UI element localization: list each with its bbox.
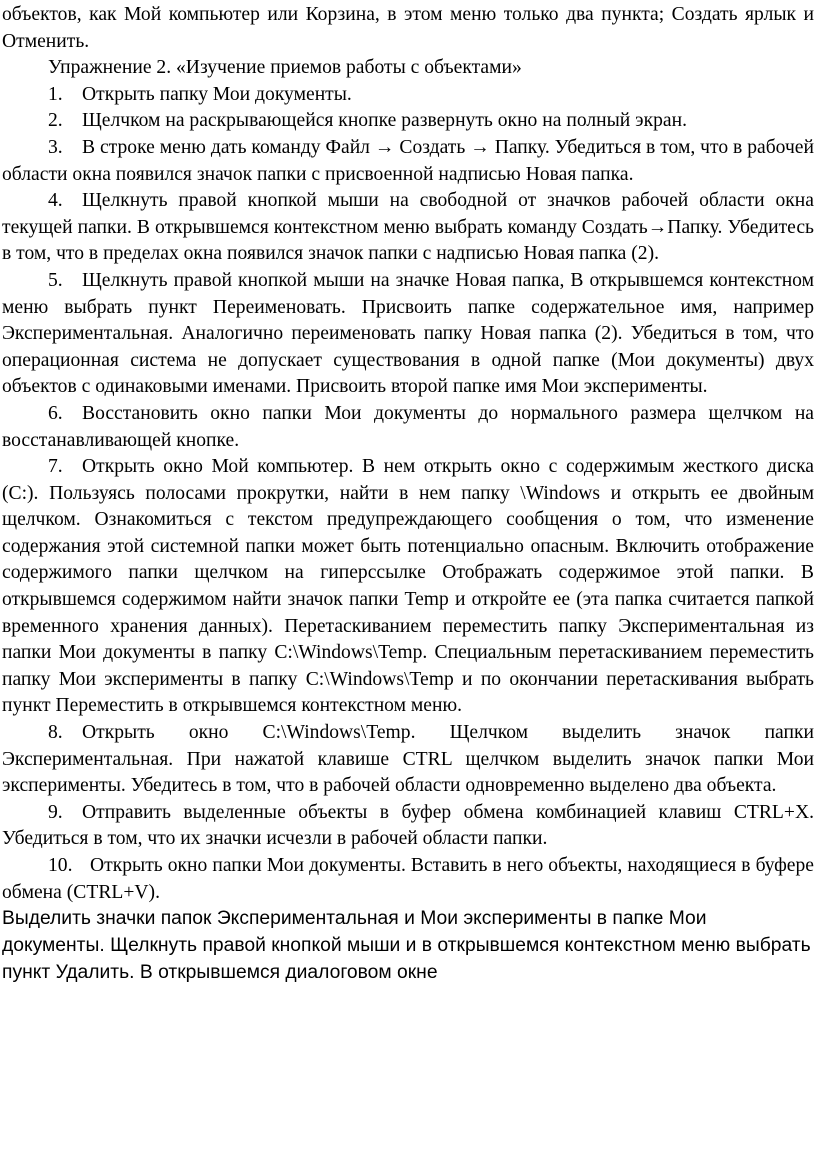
step-text: Открыть окно C:\Windows\Temp. Щелчком выделить значок папки Экспериментальная. При нажатой клавише CTRL щелчком выделить значок папки Мои эксперименты. Убедитесь в том, что в рабочей области одновременно выделено два объекта. (2, 722, 814, 797)
steps-list (0, 82, 816, 906)
step-number: 1. (48, 83, 63, 105)
step-item (0, 401, 816, 454)
step-number: 9. (48, 801, 63, 823)
step-item (0, 82, 816, 109)
intro-continuation: объектов, как Мой компьютер или Корзина, в этом меню только два пункта; Создать ярлык и Отменить. (2, 4, 814, 52)
step-text: Отправить выделенные объекты в буфер обмена комбинацией клавиш CTRL+X. Убедиться в том, что их значки исчезли в рабочей области папки. (2, 801, 814, 850)
closing-paragraph: Выделить значки папок Экспериментальная и Мои эксперименты в папке Мои документы. Щелкнуть правой кнопкой мыши и в открывшемся контекстном меню выбрать пункт Удалить. В открывшемся диалоговом окне (2, 908, 811, 983)
step-text: Открыть папку Мои документы. (82, 83, 352, 105)
step-item (0, 853, 816, 906)
step-number: 8. (48, 722, 63, 744)
step-number: 3. (48, 136, 63, 158)
step-item (0, 108, 816, 135)
step-number: 5. (48, 269, 63, 291)
step-number: 10. (48, 855, 73, 876)
step-item (0, 800, 816, 853)
step-number: 2. (48, 110, 63, 132)
step-text: Восстановить окно папки Мои документы до нормального размера щелчком на восстанавливающей кнопке. (2, 402, 814, 451)
step-number: 6. (48, 402, 63, 424)
exercise-title: Упражнение 2. «Изучение приемов работы с объектами» (48, 57, 522, 79)
step-text: Щелкнуть правой кнопкой мыши на значке Новая папка, В открывшемся контекстном меню выбрать пункт Переименовать. Присвоить папке содержательное имя, например Экспериментальная. Аналогично переименовать папку Новая папка (2). Убедиться в том, что операционная система не допускает существования в одной папке (Мои документы) двух объектов с одинаковыми именами. Присвоить второй папке имя Мои эксперименты. (2, 269, 814, 398)
step-item (0, 188, 816, 268)
step-text: В строке меню дать команду Файл → Создать → Папку. Убедиться в том, что в рабочей области окна появился значок папки с присвоенной надписью Новая папка. (2, 136, 814, 185)
step-text: Щелчком на раскрывающейся кнопке развернуть окно на полный экран. (82, 110, 687, 132)
step-number: 4. (48, 190, 63, 212)
step-text: Открыть окно Мой компьютер. В нем открыть окно с содержимым жесткого диска (С:). Пользуясь полосами прокрутки, найти в нем папку \Windows и открыть ее двойным щелчком. Ознакомиться с текстом предупреждающего сообщения о том, что изменение содержания этой системной папки может быть потенциально опасным. Включить отображение содержимого папки щелчком на гиперссылке Отображать содержимое этой папки. В открывшемся содержимом найти значок папки Temp и откройте ее (эта папка считается папкой временного хранения данных). Перетаскиванием переместить папку Экспериментальная из папки Мои документы в папку C:\Windows\Temp. Специальным перетаскиванием переместить папку Мои эксперименты в папку C:\Windows\Temp и по окончании перетаскивания выбрать пункт Переместить в открывшемся контекстном меню. (2, 456, 814, 717)
step-number: 7. (48, 456, 63, 478)
step-text: Щелкнуть правой кнопкой мыши на свободной от значков рабочей области окна текущей папки. В открывшемся контекстном меню выбрать команду Создать→Папку. Убедитесь в том, что в пределах окна появился значок папки с надписью Новая папка (2). (2, 190, 814, 265)
step-text: Открыть окно папки Мои документы. Вставить в него объекты, находящиеся в буфере обмена (CTRL+V). (2, 855, 814, 903)
step-item (0, 135, 816, 188)
step-item (0, 720, 816, 800)
step-item (0, 454, 816, 720)
step-item (0, 268, 816, 401)
